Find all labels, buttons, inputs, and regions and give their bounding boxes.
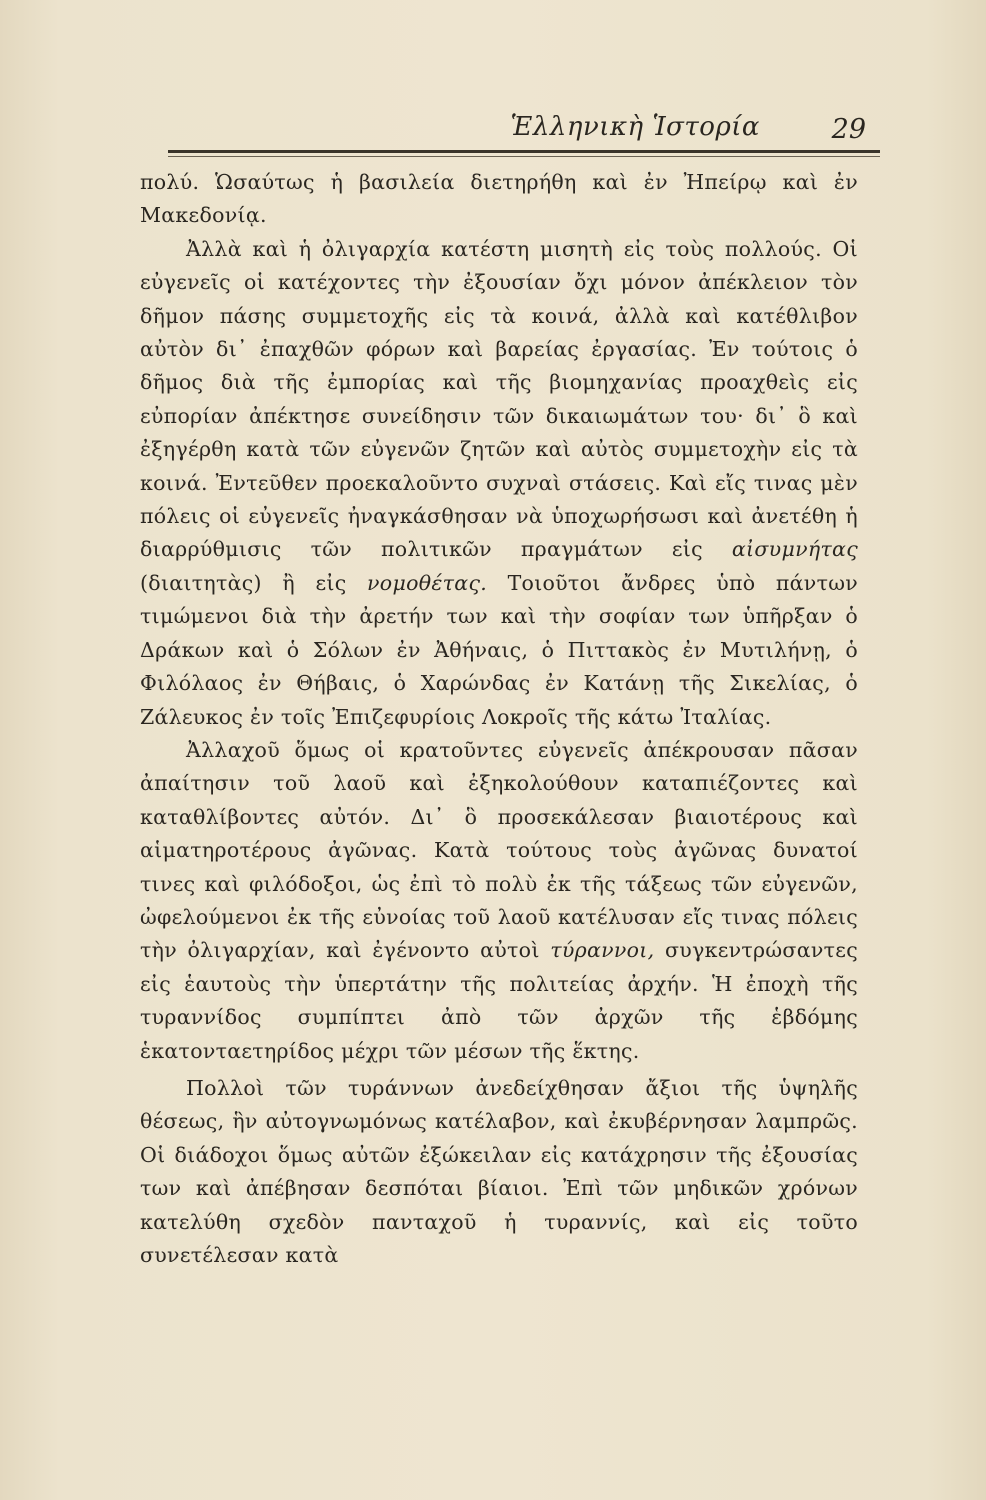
paragraph-oligarchy [140, 233, 858, 734]
paragraph-text: Ἀλλαχοῦ ὅμως οἱ κρατοῦντες εὐγενεῖς ἀπέκρουσαν πᾶσαν ἀπαίτησιν τοῦ λαοῦ καὶ ἐξηκολούθουν καταπιέζοντες καὶ καταθλίβοντες αὐτόν. Δι᾽ ὃ προσεκάλεσαν βιαιοτέρους καὶ αἱματηροτέρους ἀγῶνας. Κατὰ τούτους τοὺς ἀγῶνας δυνατοί τινες καὶ φιλόδοξοι, ὡς ἐπὶ τὸ πολὺ ἐκ τῆς τάξεως τῶν εὐγενῶν, ὠφελούμενοι ἐκ τῆς εὐνοίας τοῦ λαοῦ κατέλυσαν εἴς τινας πόλεις τὴν ὀλιγαρχίαν, καὶ ἐγένοντο αὐτοὶ [140, 737, 858, 963]
paragraph-text: Τοιοῦτοι ἄνδρες ὑπὸ πάντων τιμώμενοι διὰ τὴν ἀρετήν των καὶ τὴν σοφίαν των ὑπῆρξαν ὁ Δράκων καὶ ὁ Σόλων ἐν Ἀθήναις, ὁ Πιττακὸς ἐν Μυτιλήνῃ, ὁ Φιλόλαος ἐν Θήβαις, ὁ Χαρώνδας ἐν Κατάνῃ τῆς Σικελίας, ὁ Ζάλευκος ἐν τοῖς Ἐπιζεφυρίοις Λοκροῖς τῆς κάτω Ἰταλίας. [140, 570, 858, 729]
page-header [168, 112, 880, 152]
paragraph-text: (διαιτητὰς) ἢ εἰς [140, 570, 347, 595]
italic-term-tyrannoi: τύραννοι, [550, 938, 655, 963]
paragraph-text: Ἀλλὰ καὶ ἡ ὀλιγαρχία κατέστη μισητὴ εἰς τοὺς πολλούς. Οἱ εὐγενεῖς οἱ κατέχοντες τὴν ἐξουσίαν ὄχι μόνον ἀπέκλειον τὸν δῆμον πάσης συμμετοχῆς εἰς τὰ κοινά, ἀλλὰ καὶ κατέθλιβον αὐτὸν δι᾽ ἐπαχθῶν φόρων καὶ βαρείας ἐργασίας. Ἐν τούτοις ὁ δῆμος διὰ τῆς ἐμπορίας καὶ τῆς βιομηχανίας προαχθεὶς εἰς εὐπορίαν ἀπέκτησε συνείδησιν τῶν δικαιωμάτων του· δι᾽ ὃ καὶ ἐξηγέρθη κατὰ τῶν εὐγενῶν ζητῶν καὶ αὐτὸς συμμετοχὴν εἰς τὰ κοινά. Ἐντεῦθεν προεκαλοῦντο συχναὶ στάσεις. Καὶ εἴς τινας μὲν πόλεις οἱ εὐγενεῖς ἠναγκάσθησαν νὰ ὑποχωρήσωσι καὶ ἀνετέθη ἡ διαρρύθμισις τῶν πολιτικῶν πραγμάτων εἰς [140, 236, 858, 562]
paragraph-text: συγκεντρώσαντες εἰς ἑαυτοὺς τὴν ὑπερτάτην τῆς πολιτείας ἀρχήν. Ἡ ἐποχὴ τῆς τυραννίδος συμπίπτει ἀπὸ τῶν ἀρχῶν τῆς ἑβδόμης ἑκατονταετηρίδος μέχρι τῶν μέσων τῆς ἕκτης. [140, 938, 858, 1063]
header-rule [168, 150, 880, 153]
page-body [140, 166, 858, 1272]
italic-term-nomothetai: νομοθέτας. [367, 570, 488, 595]
paragraph-continuation: πολύ. Ὡσαύτως ἡ βασιλεία διετηρήθη καὶ ἐν Ἠπείρῳ καὶ ἐν Μακεδονίᾳ. [140, 170, 858, 228]
running-title: Ἑλληνικὴ Ἱστορία [510, 112, 760, 142]
italic-term-aisymnetai: αἰσυμνήτας [731, 537, 858, 562]
paragraph-tyranny [140, 734, 858, 1068]
header-rule-thin [168, 156, 880, 157]
paragraph-tyrants: Πολλοὶ τῶν τυράννων ἀνεδείχθησαν ἄξιοι τῆς ὑψηλῆς θέσεως, ἣν αὐτογνωμόνως κατέλαβον, καὶ ἐκυβέρνησαν λαμπρῶς. Οἱ διάδοχοι ὅμως αὐτῶν ἐξώκειλαν εἰς κατάχρησιν τῆς ἐξουσίας των καὶ ἀπέβησαν δεσπόται βίαιοι. Ἐπὶ τῶν μηδικῶν χρόνων κατελύθη σχεδὸν πανταχοῦ ἡ τυραννίς, καὶ εἰς τοῦτο συνετέλεσαν κατὰ [140, 1075, 858, 1267]
page-number: 29 [831, 114, 866, 145]
